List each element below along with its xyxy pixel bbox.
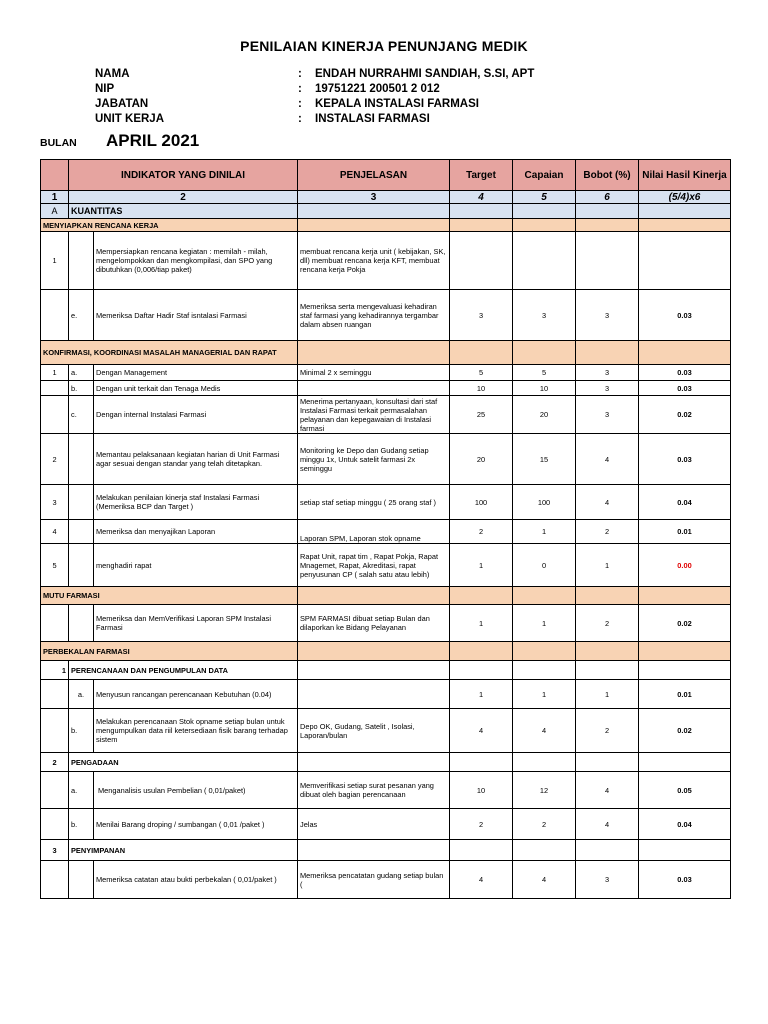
row-nilai: 0.01 (639, 680, 731, 709)
row-bobot: 4 (576, 434, 639, 485)
row-bobot: 4 (576, 772, 639, 809)
row-no: 1 (41, 365, 69, 381)
row-bobot: 3 (576, 290, 639, 341)
subsection-title: PENYIMPANAN (69, 840, 298, 861)
row-indikator: Menyusun rancangan perencanaan Kebutuhan (0.04) (94, 680, 298, 709)
section-row (41, 341, 731, 365)
row-bobot: 4 (576, 809, 639, 840)
row-sub: e. (69, 290, 94, 341)
row-capaian: 1 (513, 680, 576, 709)
row-target: 10 (450, 772, 513, 809)
row-indikator: menghadiri rapat (94, 544, 298, 587)
subsection-row (41, 753, 731, 772)
row-sub: b. (69, 709, 94, 753)
info-value: KEPALA INSTALASI FARMASI (315, 98, 479, 110)
row-penjelasan (298, 381, 450, 396)
table-row (41, 290, 731, 341)
row-indikator: Dengan internal Instalasi Farmasi (94, 396, 298, 434)
row-bobot: 2 (576, 605, 639, 642)
row-nilai: 0.04 (639, 809, 731, 840)
table-row (41, 544, 731, 587)
row-nilai: 0.03 (639, 381, 731, 396)
row-nilai: 0.02 (639, 709, 731, 753)
row-penjelasan: SPM FARMASI dibuat setiap Bulan dan dilaporkan ke Bidang Pelayanan (298, 605, 450, 642)
kinerja-table (40, 159, 731, 899)
row-penjelasan: Laporan SPM, Laporan stok opname (298, 520, 450, 544)
row-capaian: 1 (513, 520, 576, 544)
row-sub: a. (69, 772, 94, 809)
info-nip (95, 82, 440, 96)
index-cell: 1 (41, 191, 69, 204)
row-nilai: 0.02 (639, 396, 731, 434)
table-row (41, 680, 731, 709)
row-capaian: 10 (513, 381, 576, 396)
row-penjelasan (298, 680, 450, 709)
row-nilai: 0.03 (639, 290, 731, 341)
header-penjelasan: PENJELASAN (298, 160, 450, 191)
row-indikator: Memeriksa catatan atau bukti perbekalan ( 0,01/paket ) (94, 861, 298, 899)
table-row (41, 861, 731, 899)
info-sep: : (298, 83, 302, 95)
row-capaian: 1 (513, 605, 576, 642)
row-indikator: Memeriksa Daftar Hadir Staf isntalasi Farmasi (94, 290, 298, 341)
info-nama (95, 67, 534, 81)
row-capaian: 15 (513, 434, 576, 485)
bulan-value: APRIL 2021 (106, 131, 200, 150)
row-capaian: 2 (513, 809, 576, 840)
section-title: PERBEKALAN FARMASI (41, 642, 298, 661)
index-cell: 4 (450, 191, 513, 204)
row-capaian: 20 (513, 396, 576, 434)
row-sub: c. (69, 396, 94, 434)
row-indikator: Memantau pelaksanaan kegiatan harian di Unit Farmasi agar sesuai dengan standar yang telah ditetapkan. (94, 434, 298, 485)
row-penjelasan: Minimal 2 x seminggu (298, 365, 450, 381)
row-capaian: 12 (513, 772, 576, 809)
row-penjelasan: Menerima pertanyaan, konsultasi dari staf Instalasi Farmasi terkait permasalahan pelayanan dan kepegawaian di Instalasi farmasi (298, 396, 450, 434)
subsection-title: PERENCANAAN DAN PENGUMPULAN DATA (69, 661, 298, 680)
subsection-no: 2 (41, 753, 69, 772)
info-sep: : (298, 113, 302, 125)
table-row (41, 605, 731, 642)
row-capaian: 3 (513, 290, 576, 341)
row-sub: b. (69, 381, 94, 396)
header-nilai: Nilai Hasil Kinerja (639, 160, 731, 191)
header-indikator: INDIKATOR YANG DINILAI (69, 160, 298, 191)
row-penjelasan: Monitoring ke Depo dan Gudang setiap minggu 1x, Untuk satelit farmasi 2x seminggu (298, 434, 450, 485)
section-title: MENYIAPKAN RENCANA KERJA (41, 219, 298, 232)
row-target: 10 (450, 381, 513, 396)
section-label: KUANTITAS (69, 204, 298, 219)
table-row (41, 709, 731, 753)
row-bobot: 3 (576, 861, 639, 899)
table-row (41, 232, 731, 290)
row-nilai: 0.03 (639, 365, 731, 381)
row-nilai: 0.03 (639, 434, 731, 485)
info-label: NIP (95, 83, 115, 95)
row-target: 5 (450, 365, 513, 381)
row-capaian: 100 (513, 485, 576, 520)
info-value: ENDAH NURRAHMI SANDIAH, S.SI, APT (315, 68, 535, 80)
row-indikator: Memeriksa dan menyajikan Laporan (94, 520, 298, 544)
row-penjelasan: Jelas (298, 809, 450, 840)
row-indikator: Melakukan perencanaan Stok opname setiap bulan untuk mengumpulkan data riil ketersediaan fisik barang terhadap sistem (94, 709, 298, 753)
subsection-no: 1 (41, 661, 69, 680)
row-bobot: 2 (576, 709, 639, 753)
index-cell: 2 (69, 191, 298, 204)
section-title: MUTU FARMASI (41, 587, 298, 605)
row-bobot: 3 (576, 381, 639, 396)
table-row (41, 396, 731, 434)
row-target: 2 (450, 809, 513, 840)
row-indikator: Menganalisis usulan Pembelian ( 0,01/paket) (94, 772, 298, 809)
row-bobot: 1 (576, 544, 639, 587)
info-jabatan (95, 97, 479, 111)
row-capaian: 4 (513, 861, 576, 899)
row-penjelasan: Memverifikasi setiap surat pesanan yang dibuat oleh bagian perencanaan (298, 772, 450, 809)
row-bobot: 3 (576, 365, 639, 381)
table-row (41, 520, 731, 544)
header-capaian: Capaian (513, 160, 576, 191)
row-bobot: 1 (576, 680, 639, 709)
index-cell: 6 (576, 191, 639, 204)
index-row (41, 191, 731, 204)
row-capaian: 4 (513, 709, 576, 753)
section-letter: A (41, 204, 69, 219)
row-target: 1 (450, 680, 513, 709)
table-row (41, 365, 731, 381)
row-sub: a. (69, 680, 94, 709)
row-nilai: 0.01 (639, 520, 731, 544)
row-target: 20 (450, 434, 513, 485)
row-indikator: Dengan unit terkait dan Tenaga Medis (94, 381, 298, 396)
row-indikator: Mempersiapkan rencana kegiatan : memilah - milah, mengelompokkan dan mengkompilasi, dan SPO yang dibutuhkan (0,006/tiap paket) (94, 232, 298, 290)
index-cell: (5/4)x6 (639, 191, 731, 204)
subsection-row (41, 661, 731, 680)
row-target: 25 (450, 396, 513, 434)
header-bobot: Bobot (%) (576, 160, 639, 191)
row-penjelasan: Depo OK, Gudang, Satelit , Isolasi, Laporan/bulan (298, 709, 450, 753)
bulan-label: BULAN (40, 137, 77, 149)
row-target: 4 (450, 709, 513, 753)
row-bobot: 2 (576, 520, 639, 544)
table-row (41, 485, 731, 520)
row-target: 2 (450, 520, 513, 544)
row-bobot: 4 (576, 485, 639, 520)
table-header-row (41, 160, 731, 191)
section-row (41, 587, 731, 605)
table-row (41, 772, 731, 809)
row-no: 4 (41, 520, 69, 544)
info-label: UNIT KERJA (95, 113, 165, 125)
row-capaian: 0 (513, 544, 576, 587)
row-target: 1 (450, 605, 513, 642)
row-bobot: 3 (576, 396, 639, 434)
row-penjelasan: membuat rencana kerja unit ( kebijakan, SK, dll) membuat rencana kerja KFT, membuat rencana kerja Pokja (298, 232, 450, 290)
info-label: NAMA (95, 68, 130, 80)
index-cell: 5 (513, 191, 576, 204)
row-nilai: 0.00 (639, 544, 731, 587)
row-no: 1 (41, 232, 69, 290)
row-indikator: Melakukan penilaian kinerja staf Instalasi Farmasi (Memeriksa BCP dan Target ) (94, 485, 298, 520)
info-sep: : (298, 68, 302, 80)
row-nilai: 0.05 (639, 772, 731, 809)
row-penjelasan: Memeriksa pencatatan gudang setiap bulan ( (298, 861, 450, 899)
row-no: 5 (41, 544, 69, 587)
section-a-row (41, 204, 731, 219)
index-cell: 3 (298, 191, 450, 204)
row-nilai: 0.04 (639, 485, 731, 520)
page-title: PENILAIAN KINERJA PENUNJANG MEDIK (240, 38, 528, 54)
row-target: 3 (450, 290, 513, 341)
info-unit-kerja (95, 112, 430, 126)
table-row (41, 381, 731, 396)
row-sub: b. (69, 809, 94, 840)
row-indikator: Dengan Management (94, 365, 298, 381)
section-title: KONFIRMASI, KOORDINASI MASALAH MANAGERIAL DAN RAPAT (41, 341, 298, 365)
subsection-row (41, 840, 731, 861)
row-capaian: 5 (513, 365, 576, 381)
row-no: 3 (41, 485, 69, 520)
table-row (41, 434, 731, 485)
section-row (41, 219, 731, 232)
row-indikator: Menilai Barang droping / sumbangan ( 0,01 /paket ) (94, 809, 298, 840)
info-value: 19751221 200501 2 012 (315, 83, 440, 95)
row-nilai: 0.02 (639, 605, 731, 642)
row-target: 100 (450, 485, 513, 520)
row-penjelasan: Memeriksa serta mengevaluasi kehadiran staf farmasi yang kehadirannya tergambar dalam absen ruangan (298, 290, 450, 341)
row-target: 4 (450, 861, 513, 899)
info-value: INSTALASI FARMASI (315, 113, 430, 125)
row-indikator: Memeriksa dan MemVerifikasi Laporan SPM Instalasi Farmasi (94, 605, 298, 642)
row-sub: a. (69, 365, 94, 381)
row-penjelasan: setiap staf setiap minggu ( 25 orang staf ) (298, 485, 450, 520)
subsection-title: PENGADAAN (69, 753, 298, 772)
info-sep: : (298, 98, 302, 110)
header-target: Target (450, 160, 513, 191)
header-blank (41, 160, 69, 191)
info-label: JABATAN (95, 98, 149, 110)
row-target: 1 (450, 544, 513, 587)
row-no: 2 (41, 434, 69, 485)
table-row (41, 809, 731, 840)
row-penjelasan: Rapat Unit, rapat tim , Rapat Pokja, Rapat Mnagemet, Rapat, Akreditasi, rapat penyusunan CP ( salah satu atau lebih) (298, 544, 450, 587)
row-nilai: 0.03 (639, 861, 731, 899)
subsection-no: 3 (41, 840, 69, 861)
section-row (41, 642, 731, 661)
